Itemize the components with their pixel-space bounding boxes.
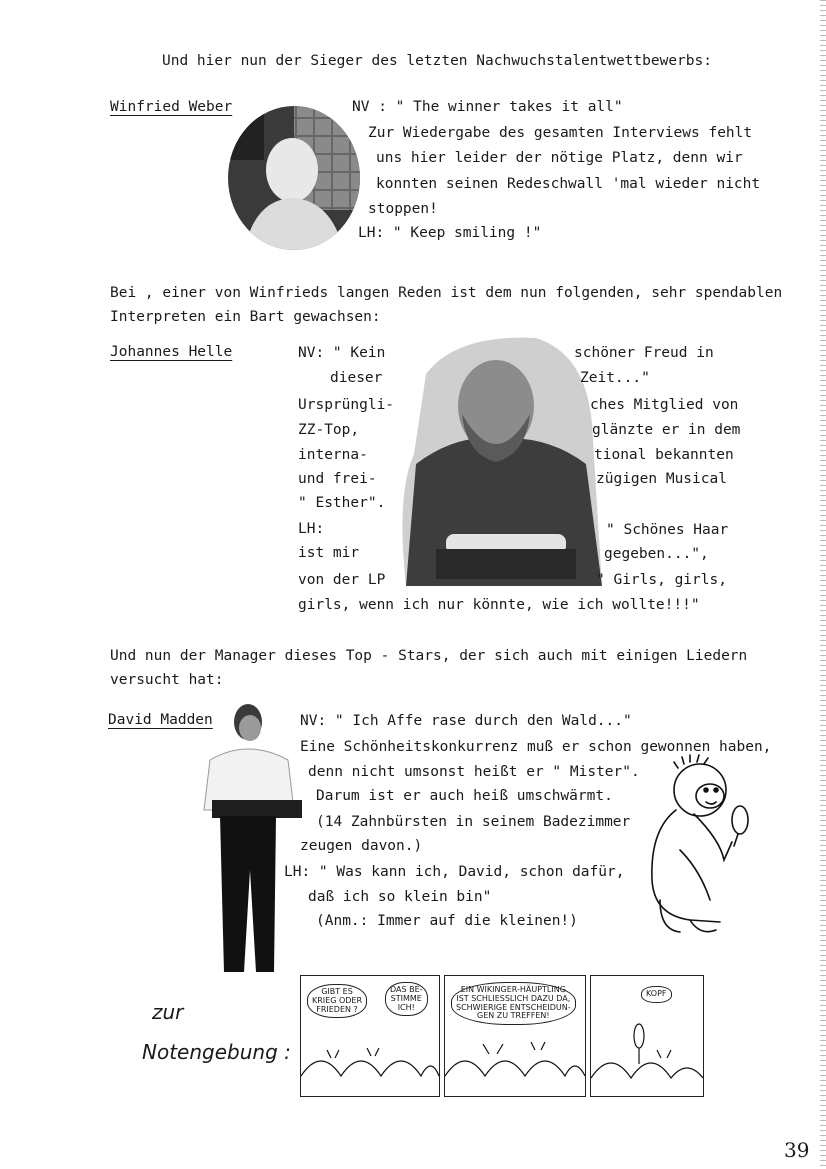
madden-line-6: zeugen davon.) [300, 838, 423, 854]
winfried-line-1: NV : " The winner takes it all" [352, 99, 623, 115]
name-david-madden: David Madden [108, 712, 213, 728]
winfried-line-6: LH: " Keep smiling !" [358, 225, 542, 241]
helle-left-4: ZZ-Top, [298, 422, 360, 438]
helle-right-9: gegeben...", [604, 546, 709, 562]
helle-last-line: girls, wenn ich nur könnte, wie ich wollte!!!" [298, 597, 700, 613]
comic-bubble-1b: DAS BE- STIMME ICH! [385, 982, 428, 1016]
comic-panel-3 [590, 975, 704, 1097]
helle-right-2: Zeit..." [580, 370, 650, 386]
madden-line-1: NV: " Ich Affe rase durch den Wald..." [300, 713, 632, 729]
helle-left-3: Ursprüngli- [298, 397, 395, 413]
madden-line-2: Eine Schönheitskonkurrenz muß er schon gewonnen haben, [300, 739, 772, 755]
bridge1-line-1: Bei , einer von Winfrieds langen Reden ist dem nun folgenden, sehr spendablen [110, 285, 783, 301]
helle-left-10: von der LP [298, 572, 386, 588]
winfried-line-3: uns hier leider der nötige Platz, denn wir [376, 150, 743, 166]
helle-right-10: " Girls, girls, [596, 572, 727, 588]
intro-text: Und hier nun der Sieger des letzten Nachwuchstalentwettbewerbs: [162, 53, 712, 69]
handwriting-zur: zur [152, 1000, 184, 1024]
madden-line-8: daß ich so klein bin" [308, 889, 492, 905]
helle-left-7: " Esther". [298, 495, 386, 511]
winfried-line-2: Zur Wiedergabe des gesamten Interviews fehlt [368, 125, 753, 141]
madden-line-7: LH: " Was kann ich, David, schon dafür, [284, 864, 625, 880]
scan-edge [820, 0, 826, 1169]
madden-line-9: (Anm.: Immer auf die kleinen!) [316, 913, 578, 929]
photo-winfried-weber [224, 100, 364, 252]
comic-bubble-3: KOPF [641, 986, 672, 1003]
helle-left-2: dieser [330, 370, 383, 386]
madden-line-4: Darum ist er auch heiß umschwärmt. [316, 788, 613, 804]
comic-crowd-1 [301, 1036, 439, 1096]
comic-panel-1 [300, 975, 440, 1097]
helle-right-3: ches Mitglied von [590, 397, 739, 413]
helle-right-5: tional bekannten [594, 447, 734, 463]
winfried-line-5: stoppen! [368, 201, 438, 217]
helle-right-8: " Schönes Haar [606, 522, 729, 538]
comic-crowd-2 [445, 1032, 585, 1096]
helle-right-4: glänzte er in dem [592, 422, 741, 438]
helle-left-5: interna- [298, 447, 368, 463]
name-johannes-helle: Johannes Helle [110, 344, 233, 360]
comic-bubble-2: EIN WIKINGER-HÄUPTLING IST SCHLIESSLICH DAZU DA, SCHWIERIGE ENTSCHEIDUN- GEN ZU TREFFEN! [451, 982, 576, 1025]
winfried-line-4: konnten seinen Redeschwall 'mal wieder nicht [376, 176, 761, 192]
madden-line-3: denn nicht umsonst heißt er " Mister". [308, 764, 640, 780]
madden-line-5: (14 Zahnbürsten in seinem Badezimmer [316, 814, 631, 830]
bridge2-line-1: Und nun der Manager dieses Top - Stars, der sich auch mit einigen Liedern [110, 648, 748, 664]
comic-coin-scene [591, 1006, 703, 1096]
comic-panel-2 [444, 975, 586, 1097]
bridge1-line-2: Interpreten ein Bart gewachsen: [110, 309, 381, 325]
handwriting-notengebung: Notengebung : [142, 1040, 291, 1064]
name-winfried-weber: Winfried Weber [110, 99, 233, 115]
comic-bubble-1: GIBT ES KRIEG ODER FRIEDEN ? [307, 984, 367, 1018]
helle-left-9: ist mir [298, 545, 360, 561]
helle-left-8: LH: [298, 521, 325, 537]
monkey-drawing [620, 750, 750, 940]
page-number: 39 [784, 1138, 810, 1162]
helle-left-6: und frei- [298, 471, 377, 487]
helle-left-1: NV: " Kein [298, 345, 386, 361]
photo-david-madden [198, 700, 304, 980]
helle-right-6: zügigen Musical [596, 471, 727, 487]
photo-johannes-helle [396, 334, 602, 586]
helle-right-1: schöner Freud in [574, 345, 714, 361]
bridge2-line-2: versucht hat: [110, 672, 224, 688]
